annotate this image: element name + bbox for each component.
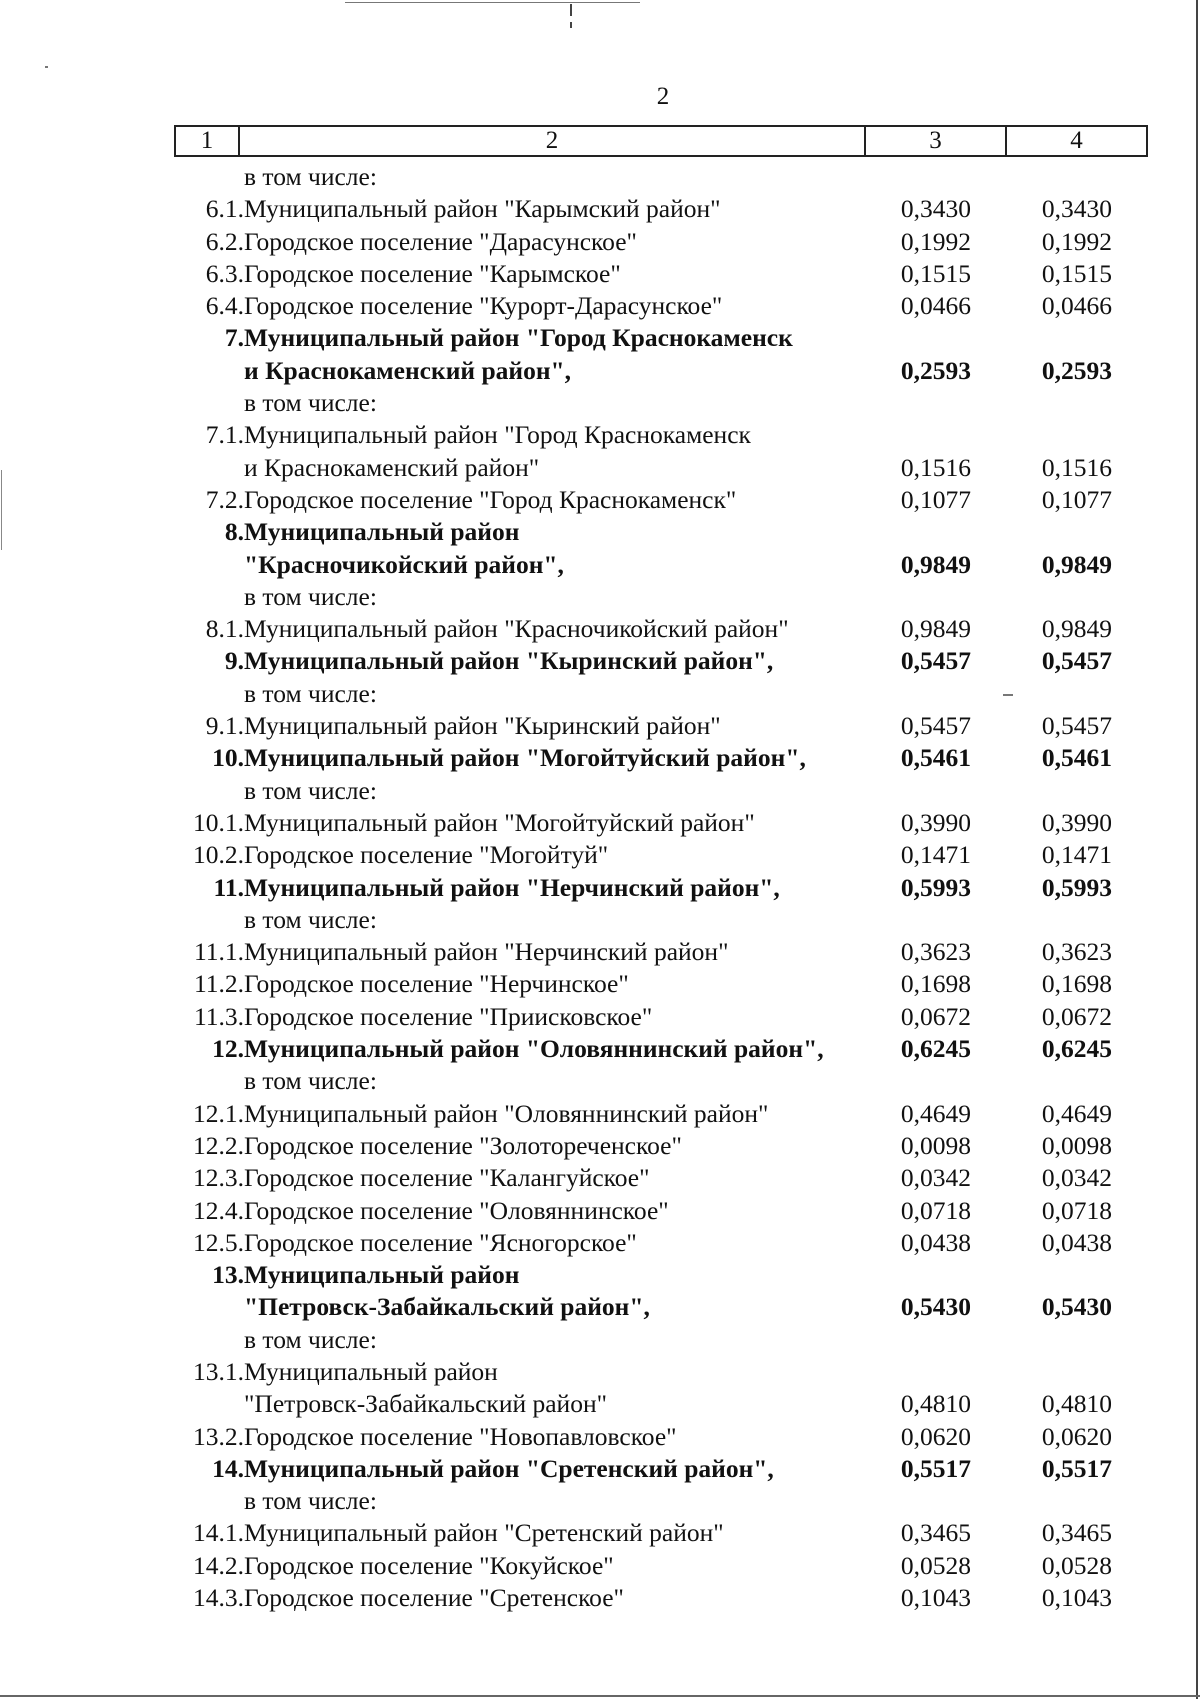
row-value-col3: 0,5993 [900, 872, 971, 902]
table-row [0, 419, 1200, 451]
row-value-col3: 0,1471 [900, 840, 971, 870]
row-name: Муниципальный район "Красночикойский район" [244, 614, 789, 644]
header-col-1: 1 [175, 126, 239, 156]
row-value-col4: 0,0098 [1041, 1130, 1112, 1160]
row-value-col3: 0,1698 [900, 969, 971, 999]
row-value-col3: 0,9849 [900, 614, 971, 644]
table-row [0, 581, 1200, 613]
row-number: 13.1. [193, 1356, 244, 1386]
row-number: 12.1. [193, 1098, 244, 1128]
row-value-col4: 0,0620 [1041, 1421, 1112, 1451]
row-name: Муниципальный район "Нерчинский район", [244, 872, 780, 902]
table-row [0, 355, 1200, 387]
row-name: Городское поселение "Город Краснокаменск" [244, 484, 737, 514]
table-row [0, 1550, 1200, 1582]
table-row [0, 710, 1200, 742]
table-row [0, 1162, 1200, 1194]
table-row [0, 968, 1200, 1000]
row-name: в том числе: [244, 1066, 377, 1096]
table-body [0, 161, 1200, 1614]
row-name: Муниципальный район "Оловяннинский район", [244, 1034, 824, 1064]
row-value-col4: 0,5457 [1041, 646, 1112, 676]
row-name: Муниципальный район "Сретенский район", [244, 1453, 774, 1483]
header-col-2: 2 [239, 126, 865, 156]
row-name: Муниципальный район "Карымский район" [244, 194, 721, 224]
row-number: 9. [224, 646, 244, 676]
row-name: Муниципальный район "Могойтуйский район" [244, 807, 755, 837]
row-value-col3: 0,1077 [900, 484, 971, 514]
row-name: Муниципальный район [244, 1356, 498, 1386]
row-name: Городское поселение "Дарасунское" [244, 226, 637, 256]
row-number: 13. [212, 1260, 244, 1290]
table-row [0, 872, 1200, 904]
row-name: Городское поселение "Золотореченское" [244, 1130, 682, 1160]
row-name: в том числе: [244, 1324, 377, 1354]
row-number: 12.3. [193, 1163, 244, 1193]
row-name: Городское поселение "Новопавловское" [244, 1421, 677, 1451]
row-value-col4: 0,5993 [1041, 872, 1112, 902]
table-row [0, 258, 1200, 290]
row-number: 10.2. [193, 840, 244, 870]
table-row [0, 452, 1200, 484]
row-number: 7. [224, 323, 244, 353]
row-value-col4: 0,0672 [1041, 1001, 1112, 1031]
row-number: 12.2. [193, 1130, 244, 1160]
row-name: Городское поселение "Сретенское" [244, 1583, 624, 1613]
row-name: Городское поселение "Нерчинское" [244, 969, 629, 999]
row-number: 13.2. [193, 1421, 244, 1451]
row-value-col3: 0,4649 [900, 1098, 971, 1128]
row-value-col3: 0,0466 [900, 291, 971, 321]
scan-border-top [345, 2, 640, 3]
table-row [0, 1098, 1200, 1130]
scan-tick-mark [570, 4, 572, 16]
row-value-col3: 0,3430 [900, 194, 971, 224]
table-row [0, 1130, 1200, 1162]
row-value-col3: 0,9849 [900, 549, 971, 579]
table-row [0, 807, 1200, 839]
row-name: в том числе: [244, 581, 377, 611]
row-value-col3: 0,0718 [900, 1195, 971, 1225]
row-number: 11.2. [193, 969, 244, 999]
table-row [0, 516, 1200, 548]
scan-border-bottom [0, 1695, 1200, 1697]
row-value-col4: 0,3990 [1041, 807, 1112, 837]
table-row [0, 1356, 1200, 1388]
table-row [0, 193, 1200, 225]
row-name: Городское поселение "Ясногорское" [244, 1227, 637, 1257]
row-value-col4: 0,0466 [1041, 291, 1112, 321]
row-name: Муниципальный район "Оловяннинский район" [244, 1098, 769, 1128]
row-value-col4: 0,4810 [1041, 1389, 1112, 1419]
row-number: 11. [213, 872, 244, 902]
row-value-col4: 0,1077 [1041, 484, 1112, 514]
row-name: Городское поселение "Кокуйское" [244, 1550, 614, 1580]
row-value-col3: 0,0342 [900, 1163, 971, 1193]
row-number: 10.1. [193, 807, 244, 837]
row-value-col4: 0,1043 [1041, 1583, 1112, 1613]
row-name: "Петровск-Забайкальский район" [244, 1389, 608, 1419]
table-row [0, 1485, 1200, 1517]
row-value-col4: 0,5457 [1041, 711, 1112, 741]
row-name: Городское поселение "Калангуйское" [244, 1163, 650, 1193]
table-row [0, 1259, 1200, 1291]
row-value-col4: 0,0438 [1041, 1227, 1112, 1257]
row-value-col3: 0,5461 [900, 743, 971, 773]
row-value-col3: 0,6245 [900, 1034, 971, 1064]
row-name: Муниципальный район "Город Краснокаменск [244, 420, 751, 450]
table-row [0, 1517, 1200, 1549]
row-number: 7.2. [205, 484, 244, 514]
table-header [174, 125, 1148, 157]
row-name: Городское поселение "Могойтуй" [244, 840, 609, 870]
row-value-col4: 0,9849 [1041, 549, 1112, 579]
row-value-col4: 0,3430 [1041, 194, 1112, 224]
row-value-col4: 0,6245 [1041, 1034, 1112, 1064]
row-value-col3: 0,1515 [900, 258, 971, 288]
row-value-col4: 0,0528 [1041, 1550, 1112, 1580]
row-value-col4: 0,1515 [1041, 258, 1112, 288]
row-value-col4: 0,5517 [1041, 1453, 1112, 1483]
scan-tick-mark [570, 22, 572, 28]
page-number: 2 [656, 83, 670, 110]
table-row [0, 775, 1200, 807]
row-value-col4: 0,5461 [1041, 743, 1112, 773]
row-value-col4: 0,0342 [1041, 1163, 1112, 1193]
row-name: в том числе: [244, 775, 377, 805]
header-col-3: 3 [865, 126, 1006, 156]
row-value-col3: 0,1516 [900, 452, 971, 482]
row-name: Городское поселение "Карымское" [244, 258, 621, 288]
row-number: 11.1. [193, 937, 244, 967]
row-value-col4: 0,1471 [1041, 840, 1112, 870]
row-name: Муниципальный район "Кыринский район", [244, 646, 774, 676]
row-number: 10. [212, 743, 244, 773]
row-name: Муниципальный район "Сретенский район" [244, 1518, 724, 1548]
table-row [0, 1324, 1200, 1356]
row-value-col4: 0,3465 [1041, 1518, 1112, 1548]
table-row [0, 742, 1200, 774]
row-value-col3: 0,3990 [900, 807, 971, 837]
table-row [0, 1291, 1200, 1323]
row-value-col4: 0,4649 [1041, 1098, 1112, 1128]
row-number: 14.3. [193, 1583, 244, 1613]
row-number: 6.1. [205, 194, 244, 224]
row-value-col3: 0,5517 [900, 1453, 971, 1483]
table-row [0, 1388, 1200, 1420]
row-name: в том числе: [244, 1486, 377, 1516]
row-number: 6.2. [205, 226, 244, 256]
row-number: 12. [212, 1034, 244, 1064]
row-value-col3: 0,4810 [900, 1389, 971, 1419]
row-name: Муниципальный район "Нерчинский район" [244, 937, 729, 967]
row-name: Муниципальный район "Город Краснокаменск [244, 323, 793, 353]
row-number: 12.5. [193, 1227, 244, 1257]
row-number: 14.2. [193, 1550, 244, 1580]
row-value-col3: 0,5457 [900, 711, 971, 741]
row-value-col3: 0,0672 [900, 1001, 971, 1031]
row-value-col3: 0,3623 [900, 937, 971, 967]
row-name: Муниципальный район "Кыринский район" [244, 711, 721, 741]
row-number: 7.1. [205, 420, 244, 450]
row-name: Городское поселение "Приисковское" [244, 1001, 653, 1031]
row-value-col3: 0,0438 [900, 1227, 971, 1257]
row-number: 8. [224, 517, 244, 547]
row-number: 11.3. [193, 1001, 244, 1031]
row-value-col4: 0,9849 [1041, 614, 1112, 644]
table-row [0, 1421, 1200, 1453]
row-name: в том числе: [244, 678, 377, 708]
row-name: в том числе: [244, 388, 377, 418]
row-value-col4: 0,0718 [1041, 1195, 1112, 1225]
row-number: 6.4. [205, 291, 244, 321]
row-value-col3: 0,2593 [900, 355, 971, 385]
table-row [0, 322, 1200, 354]
row-number: 14. [212, 1453, 244, 1483]
table-row [0, 226, 1200, 258]
table-row [0, 484, 1200, 516]
table-row [0, 161, 1200, 193]
table-row [0, 1582, 1200, 1614]
table-row [0, 613, 1200, 645]
table-row [0, 1033, 1200, 1065]
row-number: 9.1. [205, 711, 244, 741]
row-value-col4: 0,2593 [1041, 355, 1112, 385]
table-row [0, 1065, 1200, 1097]
row-name: и Краснокаменский район", [244, 355, 572, 385]
table-row [0, 1227, 1200, 1259]
row-name: "Красночикойский район", [244, 549, 564, 579]
row-name: и Краснокаменский район" [244, 452, 540, 482]
row-value-col3: 0,0098 [900, 1130, 971, 1160]
table-row [0, 1453, 1200, 1485]
row-value-col4: 0,1698 [1041, 969, 1112, 999]
row-name: Муниципальный район "Могойтуйский район", [244, 743, 806, 773]
table-row [0, 1001, 1200, 1033]
row-number: 12.4. [193, 1195, 244, 1225]
table-row [0, 387, 1200, 419]
row-value-col3: 0,0620 [900, 1421, 971, 1451]
scan-dot [45, 66, 48, 68]
table-row [0, 904, 1200, 936]
table-row [0, 1195, 1200, 1227]
table-row [0, 839, 1200, 871]
row-value-col3: 0,5457 [900, 646, 971, 676]
row-name: Муниципальный район [244, 1260, 520, 1290]
row-name: Городское поселение "Оловяннинское" [244, 1195, 669, 1225]
row-value-col4: 0,5430 [1041, 1292, 1112, 1322]
row-value-col4: 0,1992 [1041, 226, 1112, 256]
table-row [0, 936, 1200, 968]
row-name: в том числе: [244, 904, 377, 934]
row-name: "Петровск-Забайкальский район", [244, 1292, 650, 1322]
table-row [0, 645, 1200, 677]
table-row [0, 549, 1200, 581]
row-value-col4: 0,1516 [1041, 452, 1112, 482]
row-value-col3: 0,3465 [900, 1518, 971, 1548]
row-number: 8.1. [205, 614, 244, 644]
row-value-col3: 0,5430 [900, 1292, 971, 1322]
row-name: Муниципальный район [244, 517, 520, 547]
row-number: 14.1. [193, 1518, 244, 1548]
table-row [0, 678, 1200, 710]
table-row [0, 290, 1200, 322]
row-name: Городское поселение "Курорт-Дарасунское" [244, 291, 723, 321]
row-name: в том числе: [244, 162, 377, 191]
header-col-4: 4 [1006, 126, 1147, 156]
row-value-col4: 0,3623 [1041, 937, 1112, 967]
row-value-col3: 0,1992 [900, 226, 971, 256]
row-value-col3: 0,0528 [900, 1550, 971, 1580]
row-number: 6.3. [205, 258, 244, 288]
row-value-col3: 0,1043 [900, 1583, 971, 1613]
